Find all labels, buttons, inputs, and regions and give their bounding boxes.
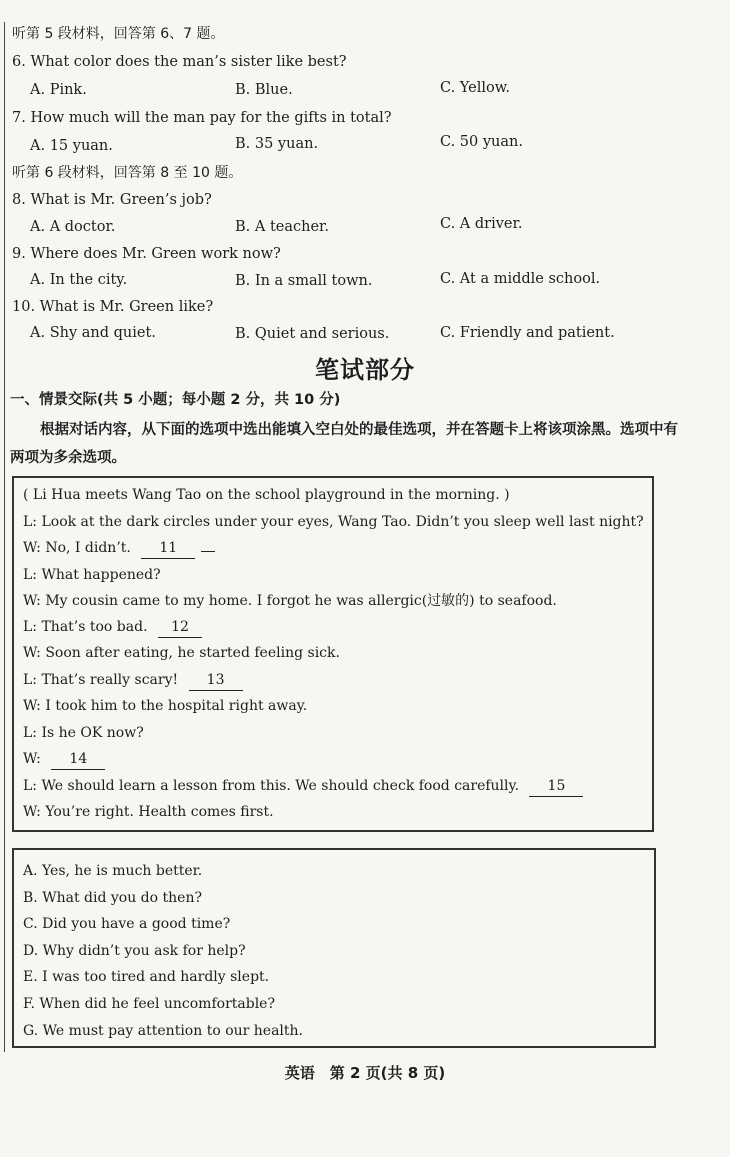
q8-option-c: C. A driver. [440,216,523,232]
dialogue-text: W: I took him to the hospital right away. [23,698,308,714]
dialogue-text: L: We should learn a lesson from this. We should check food carefully. [23,778,520,794]
option-e: E. I was too tired and hardly slept. [23,969,270,985]
q7-option-c: C. 50 yuan. [440,134,523,150]
blank-14[interactable]: 14 [51,749,105,770]
options-box [12,848,656,1048]
dialogue-line [23,749,105,770]
dialogue-line [23,802,274,822]
dialogue-text: L: What happened? [23,567,161,583]
question-6: 6. What color does the man’s sister like best? [12,54,347,70]
option-b: B. What did you do then? [23,890,202,906]
q10-option-b: B. Quiet and serious. [235,326,390,342]
dialogue-text: W: You’re right. Health comes first. [23,804,274,820]
q6-option-c: C. Yellow. [440,80,510,96]
question-7: 7. How much will the man pay for the gifts in total? [12,110,392,126]
option-c: C. Did you have a good time? [23,916,231,932]
q9-option-b: B. In a small town. [235,273,373,289]
dialogue-line [23,670,243,691]
dialogue-line [23,776,583,797]
dialogue-line [23,512,644,532]
section-heading: 一、情景交际(共 5 小题；每小题 2 分，共 10 分) [10,392,341,408]
question-8: 8. What is Mr. Green’s job? [12,192,212,208]
dialogue-text: W: [23,751,41,767]
section5-header: 听第 5 段材料，回答第 6、7 题。 [12,26,225,42]
dialogue-line [23,696,307,716]
blank-11[interactable]: 11 [141,538,195,559]
q8-option-b: B. A teacher. [235,219,329,235]
dialogue-scene: ( Li Hua meets Wang Tao on the school playground in the morning. ) [23,487,510,503]
option-d: D. Why didn’t you ask for help? [23,943,246,959]
dialogue-line [23,565,161,585]
q9-option-c: C. At a middle school. [440,271,601,287]
blank-12[interactable]: 12 [158,617,202,638]
option-a: A. Yes, he is much better. [23,863,203,879]
dialogue-text: L: Look at the dark circles under your eyes, Wang Tao. Didn’t you sleep well last night? [23,514,644,530]
written-section-title: 笔试部分 [315,356,415,384]
dialogue-line [23,643,340,663]
section6-header: 听第 6 段材料，回答第 8 至 10 题。 [12,165,243,181]
dialogue-line [23,617,202,638]
option-f: F. When did he feel uncomfortable? [23,996,275,1012]
dialogue-line [23,538,215,559]
margin-rule [4,22,5,1052]
dialogue-text: L: That’s really scary! [23,672,179,688]
dialogue-box [12,476,654,832]
dialogue-text: L: Is he OK now? [23,725,144,741]
q6-option-b: B. Blue. [235,82,293,98]
instructions: 根据对话内容，从下面的选项中选出能填入空白处的最佳选项，并在答题卡上将该项涂黑。选项中有两项为多余选项。 [10,422,678,466]
q9-option-a: A. In the city. [30,272,128,288]
dialogue-text: W: Soon after eating, he started feeling sick. [23,645,340,661]
blank-13[interactable]: 13 [189,670,243,691]
q7-option-a: A. 15 yuan. [30,138,113,154]
q10-option-c: C. Friendly and patient. [440,325,615,341]
dialogue-text: W: No, I didn’t. [23,540,131,556]
q10-option-a: A. Shy and quiet. [30,325,156,341]
dialogue-text: W: My cousin came to my home. I forgot he was allergic(过敏的) to seafood. [23,593,557,609]
blank-15[interactable]: 15 [529,776,583,797]
question-9: 9. Where does Mr. Green work now? [12,246,281,262]
q8-option-a: A. A doctor. [30,219,116,235]
dialogue-line [23,591,557,611]
dialogue-line [23,723,144,743]
page-footer: 英语 第 2 页(共 8 页) [284,1064,446,1082]
q7-option-b: B. 35 yuan. [235,136,319,152]
question-10: 10. What is Mr. Green like? [12,299,214,315]
q6-option-a: A. Pink. [30,82,87,98]
option-g: G. We must pay attention to our health. [23,1023,303,1039]
dialogue-text: L: That’s too bad. [23,619,148,635]
blank-underline [201,551,215,552]
